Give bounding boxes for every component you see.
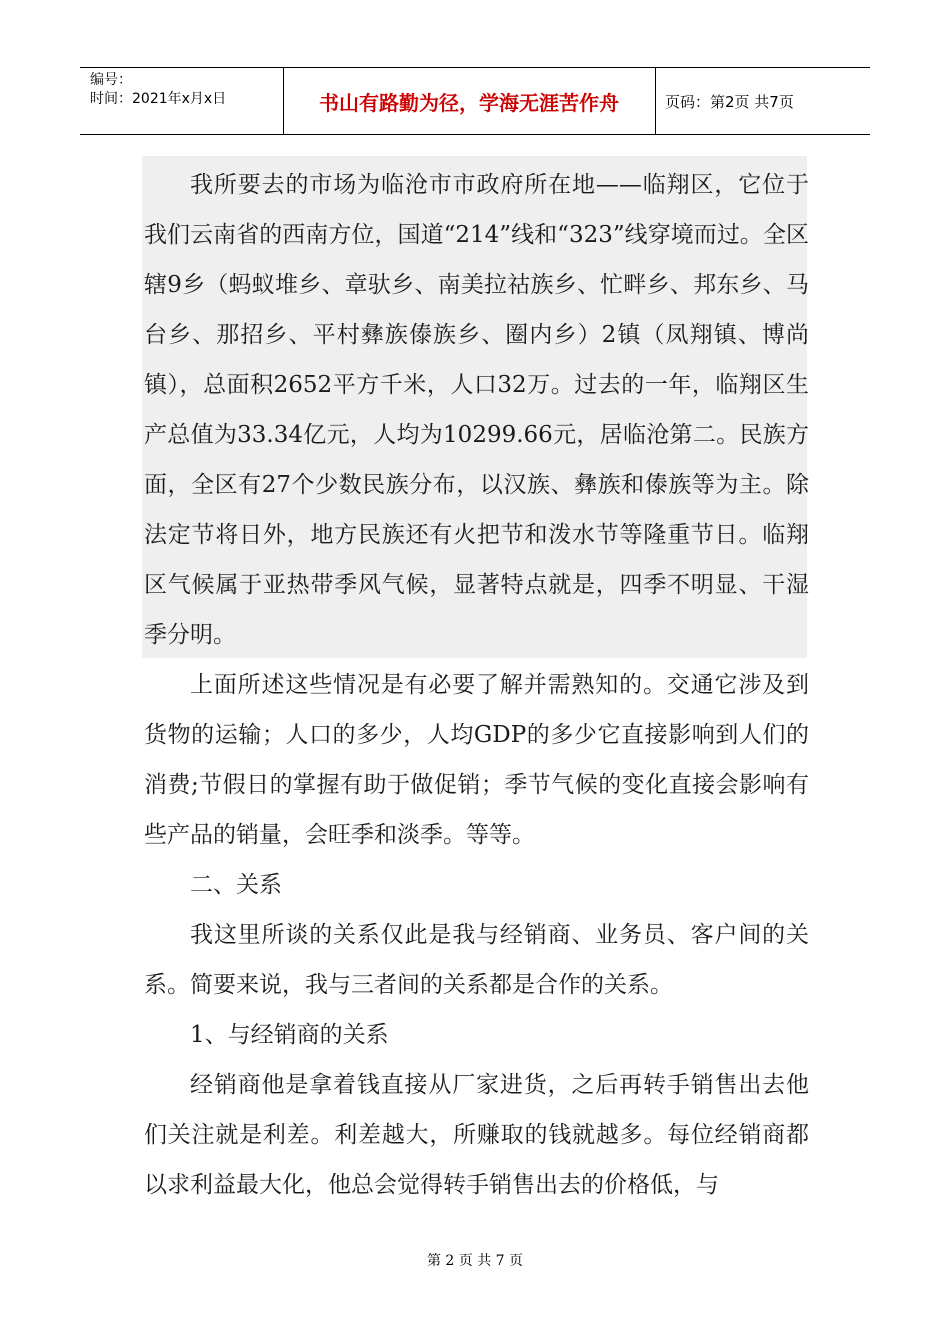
page-header [80,67,870,135]
paragraph-market-overview: 我所要去的市场为临沧市市政府所在地——临翔区，它位于我们云南省的西南方位，国道“214”线和“323”线穿境而过。全区辖9乡（蚂蚁堆乡、章驮乡、南美拉祜族乡、忙畔乡、邦东乡、马台乡、那招乡、平村彝族傣族乡、圈内乡）2镇（凤翔镇、博尚镇），总面积2652平方千米，人口32万。过去的一年，临翔区生产总值为33.34亿元，人均为10299.66元，居临沧第二。民族方面，全区有27个少数民族分布，以汉族、彝族和傣族等为主。除法定节将日外，地方民族还有火把节和泼水节等隆重节日。临翔区气候属于亚热带季风气候，显著特点就是，四季不明显、干湿季分明。 [144,172,809,648]
header-divider-right [655,67,656,135]
header-meta [90,71,226,109]
paragraph-distributor: 经销商他是拿着钱直接从厂家进货，之后再转手销售出去他们关注就是利差。利差越大，所赚取的钱就越多。每位经销商都以求利益最大化，他总会觉得转手销售出去的价格低，与 [144,1072,809,1198]
header-motto: 书山有路勤为径，学海无涯苦作舟 [319,90,619,115]
document-body [144,160,809,1210]
document-number: 编号： [90,72,132,88]
header-page-info: 页码：第2页 共7页 [665,92,794,111]
section-heading-relations: 二、关系 [190,872,282,898]
page-footer: 第 2 页 共 7 页 [426,1253,524,1269]
paragraph-relations-intro: 我这里所谈的关系仅此是我与经销商、业务员、客户间的关系。简要来说，我与三者间的关系都是合作的关系。 [144,922,809,998]
subheading-distributor: 1、与经销商的关系 [190,1022,389,1048]
paragraph-importance: 上面所述这些情况是有必要了解并需熟知的。交通它涉及到货物的运输；人口的多少，人均GDP的多少它直接影响到人们的消费;节假日的掌握有助于做促销；季节气候的变化直接会影响有些产品的销量，会旺季和淡季。等等。 [144,672,809,848]
document-date: 时间：2021年x月x日 [90,91,227,107]
